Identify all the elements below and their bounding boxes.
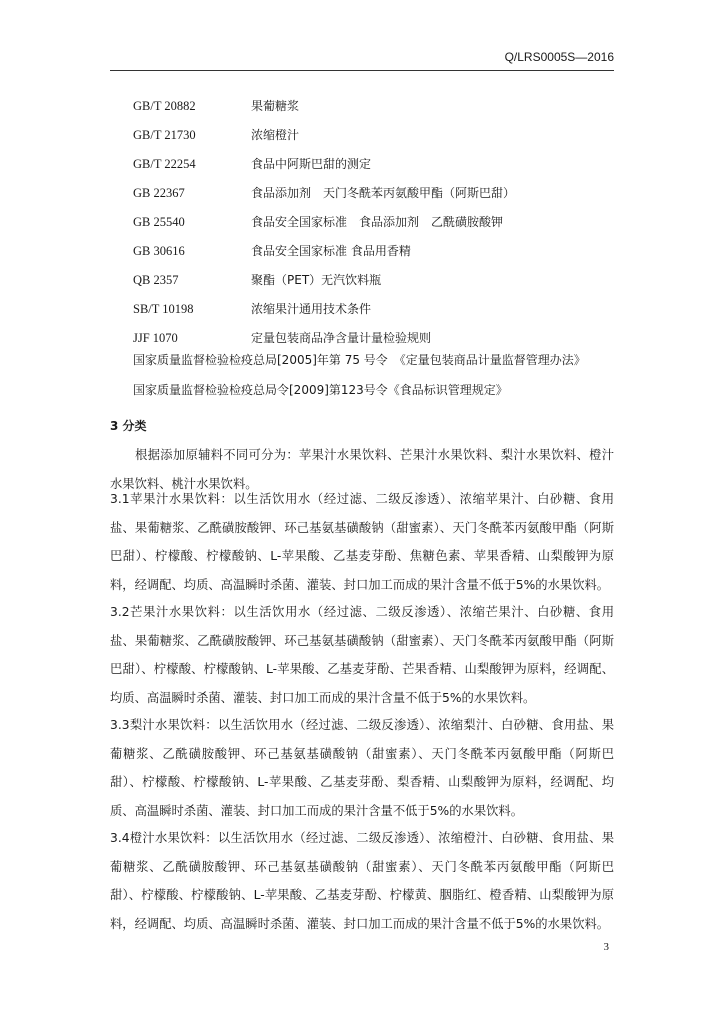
regulation-reference: 国家质量监督检验检疫总局[2005]年第 75 号令 《定量包装商品计量监督管理办法》 <box>133 353 586 367</box>
classification-item: 3.2芒果汁水果饮料：以生活饮用水（经过滤、二级反渗透）、浓缩芒果汁、白砂糖、食用盐、果葡糖浆、乙酰磺胺酸钾、环己基氨基磺酸钠（甜蜜素）、天门冬酰苯丙氨酸甲酯（阿斯巴甜）、柠檬酸、柠檬酸钠、L-苹果酸、乙基麦芽酚、芒果香精、山梨酸钾为原料，经调配、均质、高温瞬时杀菌、灌装、封口加工而成的果汁含量不低于5%的水果饮料。 <box>110 605 614 705</box>
standard-row <box>133 266 515 295</box>
standard-row <box>133 237 515 266</box>
classification-item: 3.1苹果汁水果饮料：以生活饮用水（经过滤、二级反渗透）、浓缩苹果汁、白砂糖、食用盐、果葡糖浆、乙酰磺胺酸钾、环己基氨基磺酸钠（甜蜜素）、天门冬酰苯丙氨酸甲酯（阿斯巴甜）、柠檬酸、柠檬酸钠、L-苹果酸、乙基麦芽酚、焦糖色素、苹果香精、山梨酸钾为原料，经调配、均质、高温瞬时杀菌、灌装、封口加工而成的果汁含量不低于5%的水果饮料。 <box>110 492 614 592</box>
page-number: 3 <box>603 941 609 953</box>
standard-title: 定量包装商品净含量计量检验规则 <box>251 331 432 345</box>
standard-code: GB 30616 <box>133 244 185 258</box>
standard-code: GB 25540 <box>133 215 185 229</box>
standard-code: SB/T 10198 <box>133 302 194 316</box>
document-number: Q/LRS0005S—2016 <box>504 50 614 64</box>
standard-title: 食品安全国家标准 食品用香精 <box>251 244 411 258</box>
classification-item: 3.3梨汁水果饮料：以生活饮用水（经过滤、二级反渗透）、浓缩梨汁、白砂糖、食用盐、果葡糖浆、乙酰磺胺酸钾、环己基氨基磺酸钠（甜蜜素）、天门冬酰苯丙氨酸甲酯（阿斯巴甜）、柠檬酸、柠檬酸钠、L-苹果酸、乙基麦芽酚、梨香精、山梨酸钾为原料，经调配、均质、高温瞬时杀菌、灌装、封口加工而成的果汁含量不低于5%的水果饮料。 <box>110 718 614 818</box>
regulation-reference: 国家质量监督检验检疫总局令[2009]第123号令《食品标识管理规定》 <box>133 383 508 397</box>
standard-row <box>133 179 515 208</box>
standard-title: 果葡糖浆 <box>251 99 300 113</box>
classification-item: 3.4橙汁水果饮料：以生活饮用水（经过滤、二级反渗透）、浓缩橙汁、白砂糖、食用盐、果葡糖浆、乙酰磺胺酸钾、环己基氨基磺酸钠（甜蜜素）、天门冬酰苯丙氨酸甲酯（阿斯巴甜）、柠檬酸、柠檬酸钠、L-苹果酸、乙基麦芽酚、柠檬黄、胭脂红、橙香精、山梨酸钾为原料，经调配、均质、高温瞬时杀菌、灌装、封口加工而成的果汁含量不低于5%的水果饮料。 <box>110 831 614 931</box>
standard-code: GB/T 22254 <box>133 157 196 171</box>
standard-code: GB/T 20882 <box>133 99 196 113</box>
standard-row <box>133 208 515 237</box>
standard-row <box>133 121 515 150</box>
standard-row <box>133 295 515 324</box>
standard-title: 食品添加剂 天门冬酰苯丙氨酸甲酯（阿斯巴甜） <box>251 186 516 200</box>
standard-code: GB 22367 <box>133 186 185 200</box>
standard-row <box>133 150 515 179</box>
standard-title: 食品中阿斯巴甜的测定 <box>251 157 372 171</box>
standard-row <box>133 92 515 121</box>
standard-title: 浓缩橙汁 <box>251 128 300 142</box>
classification-intro: 根据添加原辅料不同可分为：苹果汁水果饮料、芒果汁水果饮料、梨汁水果饮料、橙汁水果饮料、桃汁水果饮料。 <box>110 448 614 491</box>
normative-references-list <box>133 92 515 353</box>
section-heading: 3 分类 <box>110 419 147 433</box>
standard-title: 聚酯（PET）无汽饮料瓶 <box>251 273 382 287</box>
standard-code: QB 2357 <box>133 273 179 287</box>
standard-row <box>133 324 515 353</box>
standard-title: 食品安全国家标准 食品添加剂 乙酰磺胺酸钾 <box>251 215 504 229</box>
standard-title: 浓缩果汁通用技术条件 <box>251 302 372 316</box>
header-rule <box>110 70 614 71</box>
standard-code: GB/T 21730 <box>133 128 196 142</box>
standard-code: JJF 1070 <box>133 331 178 345</box>
